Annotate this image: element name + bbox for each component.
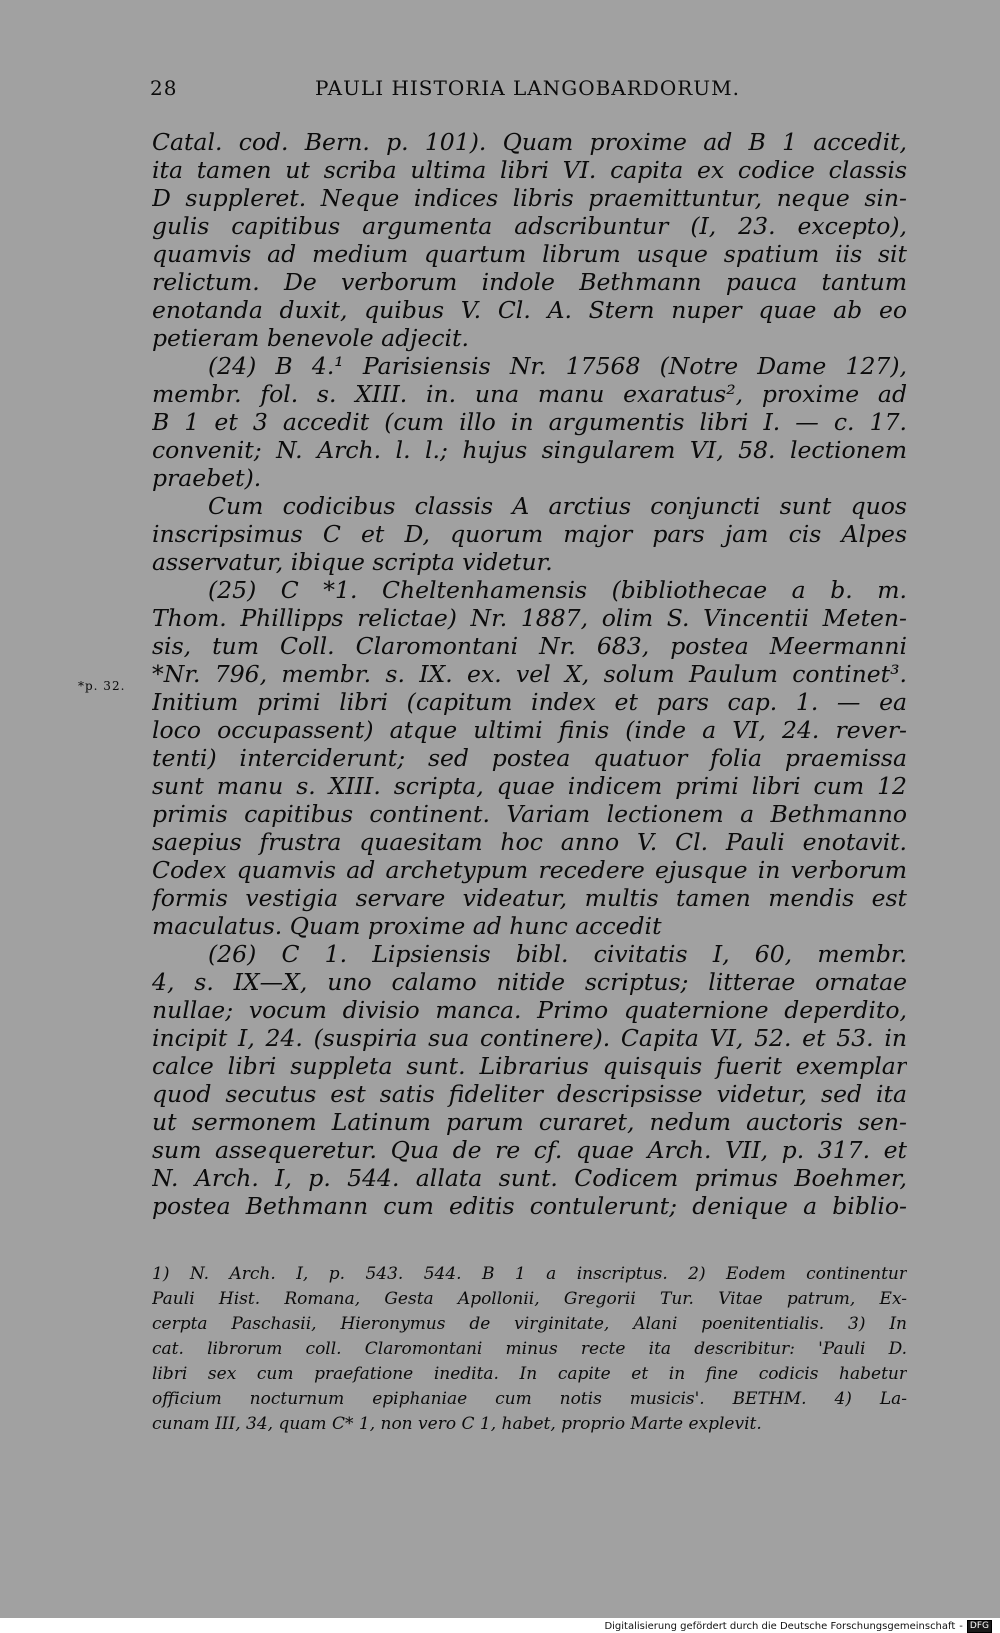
text-line: maculatus. Quam proxime ad hunc accedit bbox=[152, 912, 662, 940]
digitization-credit: Digitalisierung gefördert durch die Deutsche Forschungsgemeinschaft - DFG bbox=[604, 1620, 992, 1633]
text-line: (25) C *1. Cheltenhamensis (bibliothecae a b. m. bbox=[208, 576, 907, 604]
text-line: Catal. cod. Bern. p. 101). Quam proxime ad B 1 accedit, bbox=[152, 128, 907, 156]
margin-note: *p. 32. bbox=[78, 679, 126, 693]
text-line: sis, tum Coll. Claromontani Nr. 683, postea Meermanni bbox=[152, 632, 907, 660]
text-line: ita tamen ut scriba ultima libri VI. capita ex codice classis bbox=[152, 156, 907, 184]
text-line: quamvis ad medium quartum librum usque spatium iis sit bbox=[152, 240, 907, 268]
footnote-line: 1) N. Arch. I, p. 543. 544. B 1 a inscriptus. 2) Eodem continentur bbox=[152, 1264, 907, 1284]
running-title: PAULI HISTORIA LANGOBARDORUM. bbox=[315, 76, 740, 100]
page-number: 28 bbox=[150, 76, 178, 100]
text-line: membr. fol. s. XIII. in. una manu exaratus², proxime ad bbox=[152, 380, 907, 408]
footnote-line: cerpta Paschasii, Hieronymus de virginitate, Alani poenitentialis. 3) In bbox=[152, 1314, 907, 1334]
text-line: ut sermonem Latinum parum curaret, nedum auctoris sen- bbox=[152, 1108, 907, 1136]
text-line: quod secutus est satis fideliter descripsisse videtur, sed ita bbox=[152, 1080, 907, 1108]
text-line: relictum. De verborum indole Bethmann pauca tantum bbox=[152, 268, 907, 296]
text-line: inscripsimus C et D, quorum major pars jam cis Alpes bbox=[152, 520, 907, 548]
text-line: gulis capitibus argumenta adscribuntur (I, 23. excepto), bbox=[152, 212, 907, 240]
text-line: (24) B 4.¹ Parisiensis Nr. 17568 (Notre Dame 127), bbox=[208, 352, 907, 380]
text-line: N. Arch. I, p. 544. allata sunt. Codicem primus Boehmer, bbox=[152, 1164, 907, 1192]
text-line: calce libri suppleta sunt. Librarius quisquis fuerit exemplar bbox=[152, 1052, 907, 1080]
text-line: D suppleret. Neque indices libris praemittuntur, neque sin- bbox=[152, 184, 907, 212]
text-line: Thom. Phillipps relictae) Nr. 1887, olim S. Vincentii Meten- bbox=[152, 604, 907, 632]
text-line: Initium primi libri (capitum index et pars cap. 1. — ea bbox=[152, 688, 907, 716]
footnote-line: libri sex cum praefatione inedita. In capite et in fine codicis habetur bbox=[152, 1364, 907, 1384]
text-line: praebet). bbox=[152, 464, 262, 492]
text-line: enotanda duxit, quibus V. Cl. A. Stern nuper quae ab eo bbox=[152, 296, 907, 324]
text-line: postea Bethmann cum editis contulerunt; denique a biblio- bbox=[152, 1192, 907, 1220]
footnote-line: cat. librorum coll. Claromontani minus recte ita describitur: 'Pauli D. bbox=[152, 1339, 907, 1359]
text-line: primis capitibus continent. Variam lectionem a Bethmanno bbox=[152, 800, 907, 828]
text-line: Codex quamvis ad archetypum recedere ejusque in verborum bbox=[152, 856, 907, 884]
text-line: (26) C 1. Lipsiensis bibl. civitatis I, 60, membr. bbox=[208, 940, 907, 968]
footnote-line: cunam III, 34, quam C* 1, non vero C 1, habet, proprio Marte explevit. bbox=[152, 1414, 762, 1434]
text-line: loco occupassent) atque ultimi finis (inde a VI, 24. rever- bbox=[152, 716, 907, 744]
text-line: petieram benevole adjecit. bbox=[152, 324, 469, 352]
page-header bbox=[150, 76, 905, 108]
footnote-line: officium nocturnum epiphaniae cum notis musicis'. BETHM. 4) La- bbox=[152, 1389, 907, 1409]
text-line: B 1 et 3 accedit (cum illo in argumentis libri I. — c. 17. bbox=[152, 408, 907, 436]
text-line: sum assequeretur. Qua de re cf. quae Arch. VII, p. 317. et bbox=[152, 1136, 907, 1164]
text-line: incipit I, 24. (suspiria sua continere). Capita VI, 52. et 53. in bbox=[152, 1024, 907, 1052]
text-line: *Nr. 796, membr. s. IX. ex. vel X, solum Paulum continet³. bbox=[152, 660, 907, 688]
body-text bbox=[152, 128, 907, 1220]
text-line: asservatur, ibique scripta videtur. bbox=[152, 548, 553, 576]
text-line: saepius frustra quaesitam hoc anno V. Cl. Pauli enotavit. bbox=[152, 828, 907, 856]
text-line: formis vestigia servare videatur, multis tamen mendis est bbox=[152, 884, 907, 912]
text-line: Cum codicibus classis A arctius conjuncti sunt quos bbox=[208, 492, 907, 520]
text-line: 4, s. IX—X, uno calamo nitide scriptus; litterae ornatae bbox=[152, 968, 907, 996]
text-line: sunt manu s. XIII. scripta, quae indicem primi libri cum 12 bbox=[152, 772, 907, 800]
text-line: convenit; N. Arch. l. l.; hujus singularem VI, 58. lectionem bbox=[152, 436, 907, 464]
dfg-logo: DFG bbox=[967, 1620, 992, 1633]
credit-text: Digitalisierung gefördert durch die Deutsche Forschungsgemeinschaft bbox=[604, 1621, 956, 1632]
text-line: tenti) interciderunt; sed postea quatuor folia praemissa bbox=[152, 744, 907, 772]
text-line: nullae; vocum divisio manca. Primo quaternione deperdito, bbox=[152, 996, 907, 1024]
footnotes bbox=[152, 1262, 907, 1437]
footnote-line: Pauli Hist. Romana, Gesta Apollonii, Gregorii Tur. Vitae patrum, Ex- bbox=[152, 1289, 907, 1309]
